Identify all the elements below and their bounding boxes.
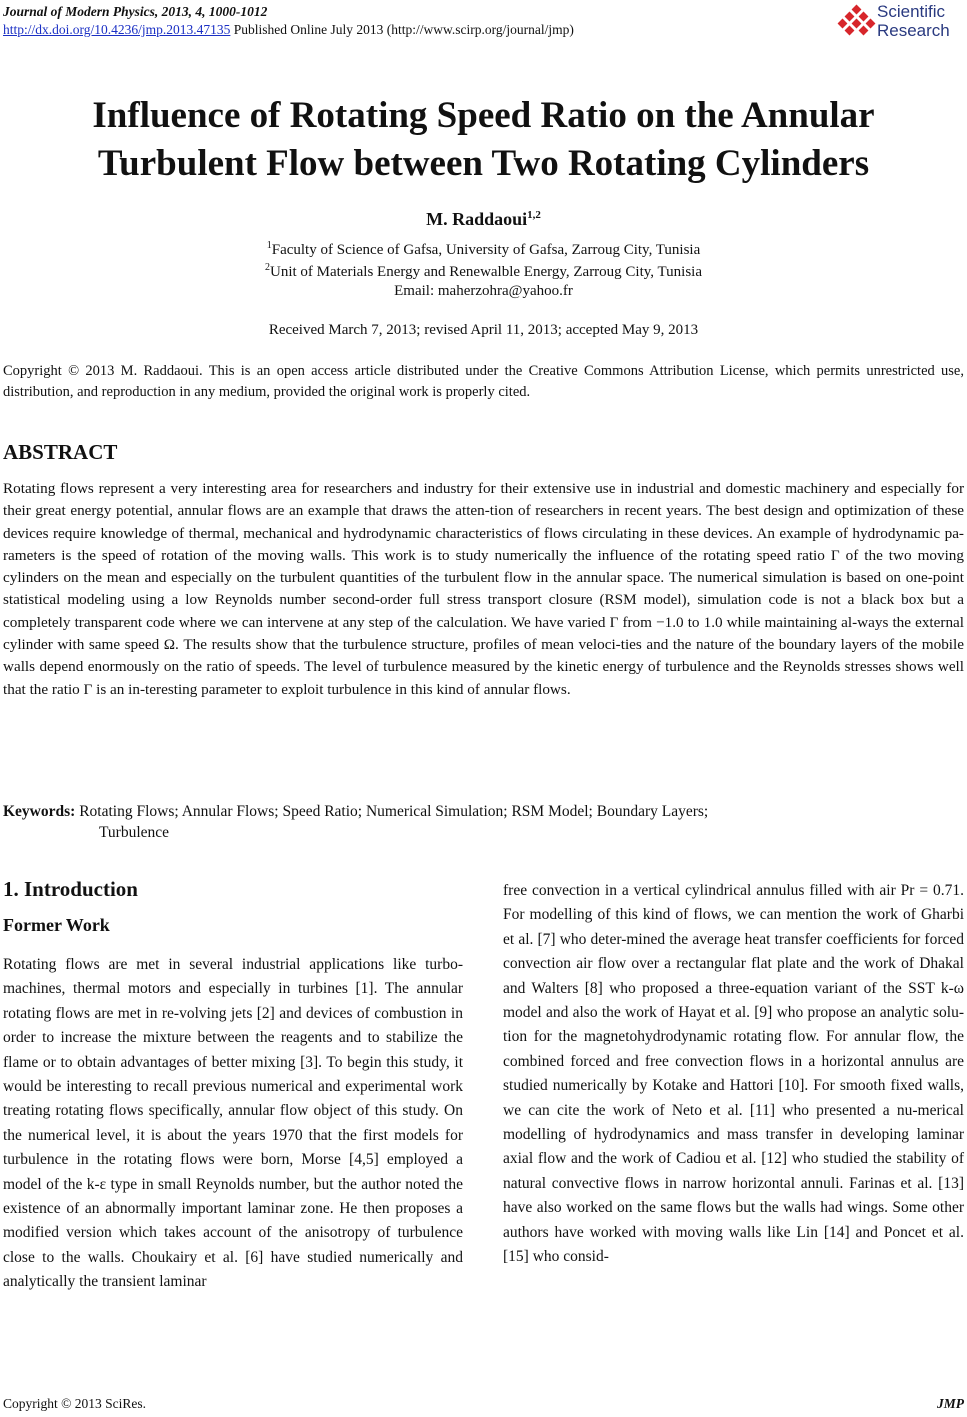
section-heading-introduction: 1. Introduction	[3, 877, 138, 901]
published-text: Published Online July 2013 (http://www.scirp.org/journal/jmp)	[230, 22, 574, 37]
author-text: M. Raddaoui	[426, 209, 528, 229]
scientific-research-logo	[839, 2, 964, 42]
affiliation-2-sup: 2	[264, 262, 270, 273]
keywords	[3, 800, 964, 824]
author-email: Email: maherzohra@yahoo.fr	[394, 283, 573, 299]
doi-line	[3, 21, 574, 38]
author-sup: 1,2	[527, 209, 541, 221]
footer-journal-abbrev: JMP	[937, 1396, 964, 1411]
author-name	[0, 209, 967, 230]
doi-link[interactable]: http://dx.doi.org/10.4236/jmp.2013.47135	[3, 22, 231, 37]
affiliation-1-sup: 1	[266, 240, 272, 251]
footer-copyright: Copyright © 2013 SciRes.	[3, 1396, 147, 1411]
copyright-notice: Copyright © 2013 M. Raddaoui. This is an open access article distributed under the Creative Commons Attribution License, which permits unrestricted use, distribution, and reproduction in any medium, provided the original work is properly cited.	[3, 363, 964, 400]
logo-cubes-icon	[839, 6, 875, 36]
logo-text-line2: Research	[877, 21, 950, 40]
right-column-text: free convection in a vertical cylindrical annulus filled with air Pr = 0.71. For modelling of this kind of flows, we can mention the work of Gharbi et al. [7] who deter-mined the average heat transfer coefficients for forced convection air flow over a rectangular flat plate and the work of Dhakal and Walters [8] who proposed a three-equation variant of the SST k-ω model and also the work of Hayat et al. [9] who propose an analytic solu-tion for the magnetohydrodynamic rotating flow. For annular flow, the combined forced and free convection flows in a horizontal annulus are studied numerically by Kotake and Hattori [10]. For smooth fixed walls, we can cite the work of Neto et al. [11] who presented a nu-merical modelling of hydrodynamics and mass transfer in developing laminar axial flow and the work of Cadiou et al. [12] who studied the stability of natural convective flows in narrow horizontal annuli. Farinas et al. [13] have also worked on the same flows but the walls had wings. Some other authors have worked with moving walls like Lin [14] and Poncet et al. [15] who consid-	[503, 882, 964, 1266]
keywords-label: Keywords:	[3, 803, 76, 820]
affiliation-1	[0, 236, 967, 260]
paper-title	[0, 92, 967, 188]
affiliation-2-text: Unit of Materials Energy and Renewalble Energy, Zarroug City, Tunisia	[269, 264, 702, 280]
abstract-text: Rotating flows represent a very interesting area for researchers and industry for their extensive use in industrial and domestic machinery and especially for their great energy potential, annular flows are an example that draws the atten-tion of researchers in recent years. The best design and optimization of these devices require knowledge of thermal, mechanical and hydrodynamic characteristics of flows circulating in these devices. An example of hydrodynamic pa-rameters is the speed of rotation of the moving walls. This work is to study numerically the influence of the rotating speed ratio Γ of the two moving cylinders on the mean and especially on the turbulent quantities of the turbulent flow in the annular space. The numerical simulation is based on one-point statistical modeling using a low Reynolds number second-order full stress transport closure (RSM model), simulation code is not a black box but a completely transparent code where we can intervene at any step of the calculation. We have varied Γ from −1.0 to 1.0 while maintaining al-ways the external cylinder with same speed Ω. The results show that the turbulence structure, profiles of mean veloci-ties and the nature of the boundary layers of the mobile walls depend enormously on the ratio of speeds. The level of turbulence measured by the kinetic energy of turbulence and the Reynolds stresses shows well that the ratio Γ is an in-teresting parameter to exploit turbulence in this kind of annular flows.	[3, 480, 964, 698]
title-line-2: Turbulent Flow between Two Rotating Cylinders	[97, 143, 870, 184]
abstract-heading: ABSTRACT	[3, 440, 118, 464]
journal-citation: Journal of Modern Physics, 2013, 4, 1000-1012	[3, 4, 268, 19]
affiliation-2	[0, 258, 967, 282]
received-dates: Received March 7, 2013; revised April 11, 2013; accepted May 9, 2013	[268, 322, 699, 338]
logo-text-line1: Scientific	[877, 2, 946, 21]
keywords-line-1: Rotating Flows; Annular Flows; Speed Ratio; Numerical Simulation; RSM Model; Boundary Layers;	[75, 803, 709, 820]
subsection-heading-former-work: Former Work	[3, 915, 110, 935]
title-line-1: Influence of Rotating Speed Ratio on the Annular	[92, 95, 875, 136]
keywords-line-2: Turbulence	[99, 824, 170, 841]
affiliation-1-text: Faculty of Science of Gafsa, University of Gafsa, Zarroug City, Tunisia	[271, 242, 701, 258]
left-column-text: Rotating flows are met in several industrial applications like turbo-machines, thermal motors and especially in turbines [1]. The annular rotating flows are met in re-volving jets [2] and devices of combustion in order to increase the mixture between the reagents and to stabilize the flame or to obtain advantages of better mixing [3]. To begin this study, it would be interesting to recall previous numerical and experimental work treating rotating flows specifically, annular flow object of this study. On the numerical level, it is about the years 1970 that the first models for turbulence in the rotating flows were born, Morse [4,5] employed a model of the k-ε type in small Reynolds number, but the author noted the existence of an abnormally important laminar zone. He then proposes a modified version which takes account of the anisotropy of turbulence close to the walls. Choukairy et al. [6] have studied numerically and analytically the transient laminar	[3, 956, 463, 1291]
